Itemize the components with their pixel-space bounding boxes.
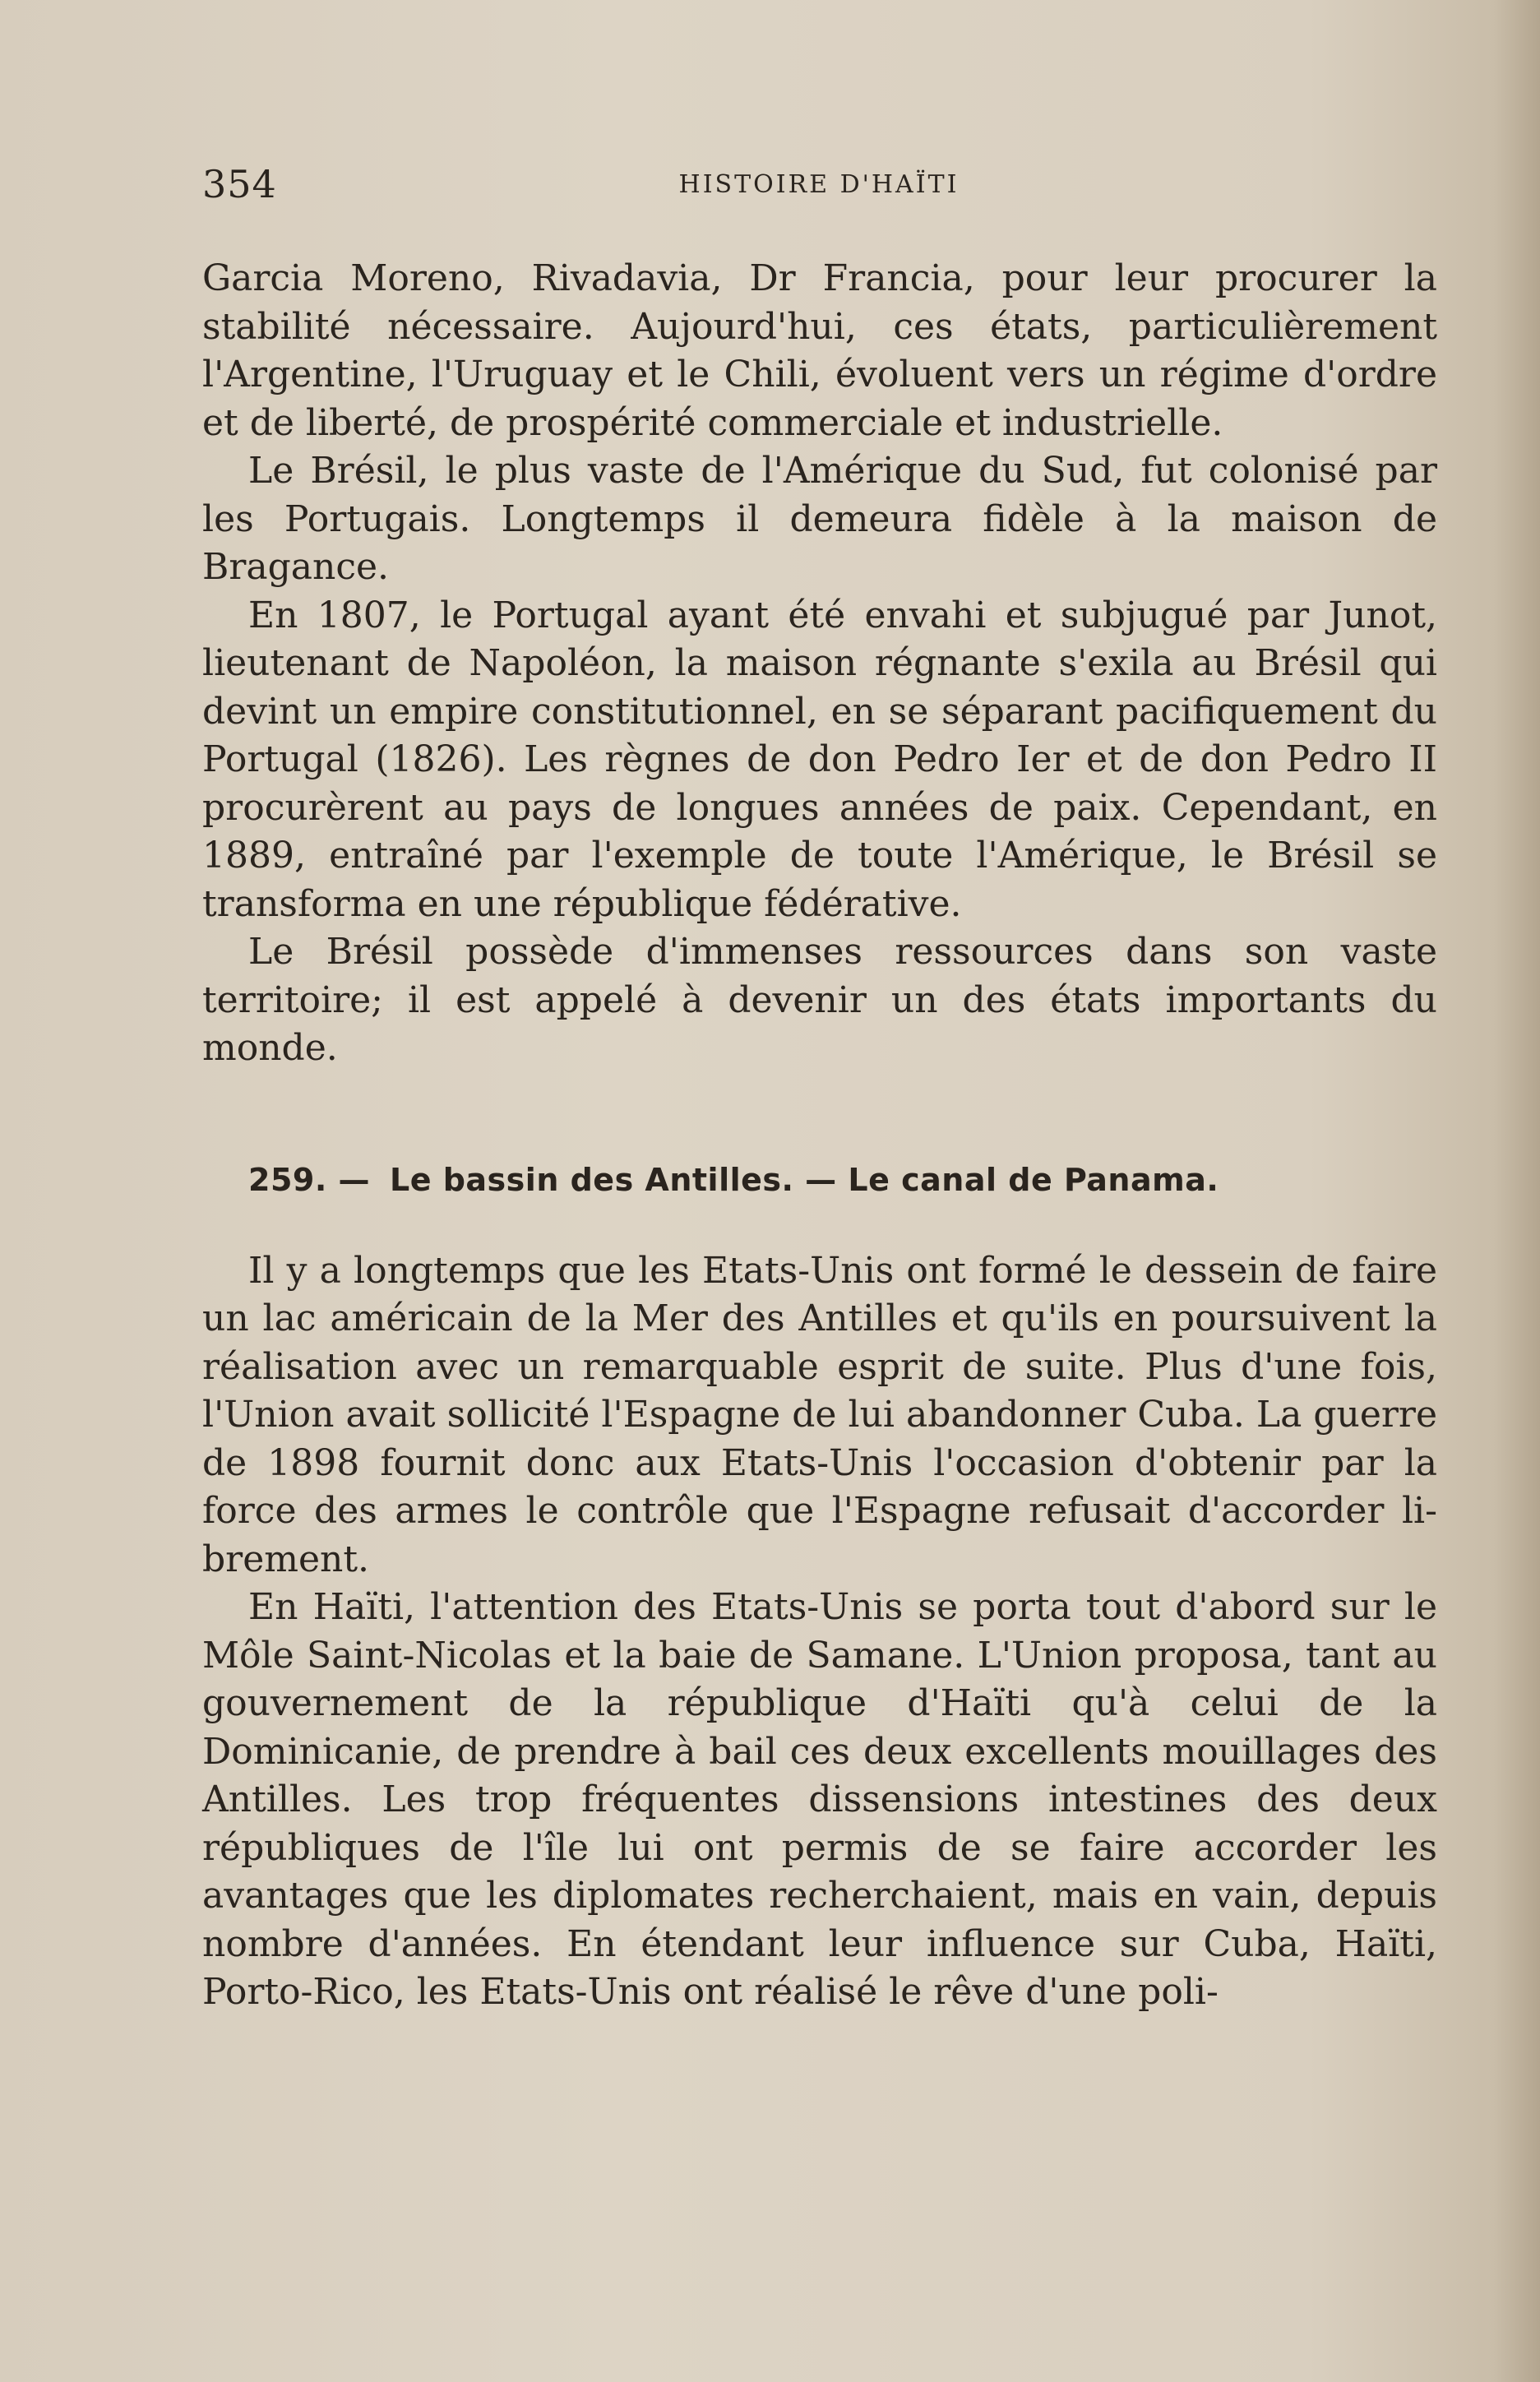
body-text (202, 255, 1437, 2017)
page-header (202, 160, 1436, 209)
running-title: HISTOIRE D'HAÏTI (678, 170, 960, 199)
section-title: Le bassin des Antilles. — Le canal de Panama. (390, 1161, 1219, 1198)
section-heading (202, 1155, 1437, 1205)
section-number: 259. — (248, 1161, 370, 1198)
paragraph-haiti-mole: En Haïti, l'attention des Etats-Unis se porta tout d'abord sur le Môle Saint-Nicolas et la baie de Samane. L'Union proposa, tant au gouvernement de la république d'Haïti qu'à celui de la Dominicanie, de prendre à bail ces deux excellents mouillages des Antilles. Les trop fréquentes dissensions intestines des deux républiques de l'île lui ont permis de se faire accorder les avantages que les diplomates recherchaient, mais en vain, depuis nombre d'années. En étendant leur influence sur Cuba, Haïti, Porto-Rico, les Etats-Unis ont réalisé le rêve d'une poli- (202, 1586, 1437, 2013)
paragraph-portugal-1807: En 1807, le Portugal ayant été envahi et subjugué par Junot, lieutenant de Napoléon, la maison régnante s'exila au Brésil qui devint un empire constitutionnel, en se séparant pacifiquement du Portugal (1826). Les règnes de don Pedro Ier et de don Pedro II procurèrent au pays de longues années de paix. Cependant, en 1889, entraîné par l'exemple de toute l'Amérique, le Brésil se transforma en une république fédérative. (202, 594, 1437, 925)
paragraph-bresil: Le Brésil, le plus vaste de l'Amérique du Sud, fut colonisé par les Portugais. Longtemps il demeura fidèle à la maison de Bragance. (202, 450, 1437, 588)
paragraph-continuation: Garcia Moreno, Rivadavia, Dr Francia, pour leur procurer la stabilité nécessaire. Aujourd'hui, ces états, particulièrement l'Argentine, l'Uruguay et le Chili, évoluent vers un régime d'ordre et de liberté, de prospérité commerciale et industrielle. (202, 257, 1437, 444)
page-number: 354 (202, 162, 277, 206)
paragraph-bresil-ressources: Le Brésil possède d'immenses ressources dans son vaste territoire; il est appelé à devenir un des états importants du monde. (202, 931, 1437, 1069)
paragraph-lac-americain: Il y a longtemps que les Etats-Unis ont formé le dessein de faire un lac américain de la Mer des Antilles et qu'ils en poursuivent la réalisation avec un remarquable esprit de suite. Plus d'une fois, l'Union avait sollicité l'Espagne de lui abandonner Cuba. La guerre de 1898 fournit donc aux Etats-Unis l'occasion d'obtenir par la force des armes le contrôle que l'Espagne refusait d'accorder librement. (202, 1249, 1437, 1580)
